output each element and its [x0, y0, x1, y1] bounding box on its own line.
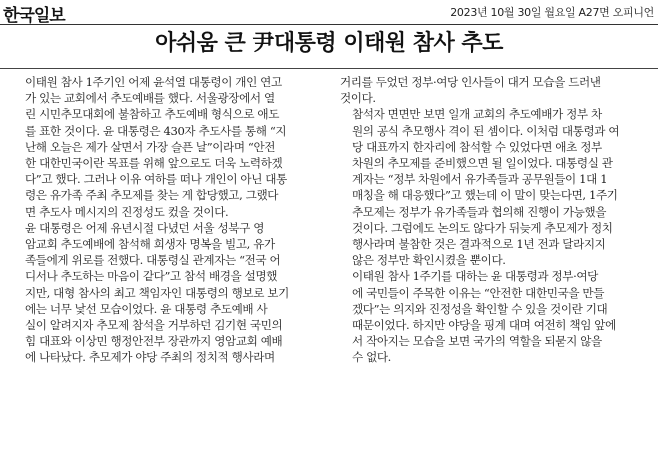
text-line: 이태원 참사 1주기를 대하는 윤 대통령과 정부·여당: [352, 269, 598, 284]
text-line: 것이다. 그럼에도 논의도 않다가 뒤늦게 추모제가 정치: [352, 220, 613, 235]
text-line: 령은 유가족 주최 추모제를 찾는 게 합당했고, 그랬다: [25, 188, 279, 203]
text-line: 거리를 두었던 정부·여당 인사들이 대거 모습을 드러낸: [340, 75, 601, 89]
masthead: [0, 0, 658, 25]
text-line: 당 대표까지 한자리에 참석할 수 있었다면 애초 정부: [352, 139, 602, 154]
text-line: 수 없다.: [352, 350, 391, 365]
text-line: 힘 대표와 이상민 행정안전부 장관까지 영암교회 예배: [25, 334, 283, 349]
text-line: 디서나 추도하는 마음이 같다”고 참석 배경을 설명했: [25, 269, 278, 284]
text-line: 행사라며 불참한 것은 결과적으로 1년 전과 달라지지: [352, 237, 606, 252]
text-line: 매칭을 해 대응했다”고 했는데 이 말이 맞는다면, 1주기: [352, 188, 618, 203]
text-line: 서 작아지는 모습을 보면 국가의 역할을 되묻지 않을: [352, 334, 602, 349]
text-line: 원의 공식 추모행사 격이 된 셈이다. 이처럼 대통령과 여: [352, 123, 620, 138]
text-line: 에 국민들이 주목한 이유는 “안전한 대한민국을 만들: [352, 285, 605, 300]
editorial-headline: 아쉬움 큰 尹대통령 이태원 참사 추도: [155, 31, 503, 56]
text-line: 추모제는 정부가 유가족들과 협의해 진행이 가능했을: [352, 204, 607, 219]
text-line: 실이 알려지자 추모제 참석을 거부하던 김기현 국민의: [25, 318, 283, 333]
text-line: 린 시민추모대회에 불참하고 추도예배 형식으로 애도: [25, 107, 280, 122]
text-line: 지만, 대형 참사의 최고 책임자인 대통령의 행보로 보기: [25, 285, 289, 300]
headline-divider: [0, 68, 658, 69]
text-line: 에 나타났다. 추모제가 야당 주최의 정치적 행사라며: [25, 350, 275, 365]
text-line: 를 표한 것이다. 윤 대통령은 430자 추도사를 통해 “지: [25, 123, 287, 138]
article-paragraph: [340, 268, 642, 365]
text-line: 가 있는 교회에서 추도예배를 했다. 서울광장에서 열: [25, 91, 275, 106]
text-line: 겠다”는 의지와 진정성을 확인할 수 있을 것이란 기대: [352, 301, 608, 316]
text-line: 않은 정부만 확인시켰을 뿐이다.: [352, 253, 506, 268]
article-paragraph: [13, 74, 315, 220]
text-line: 계자는 “정부 차원에서 유가족들과 공무원들이 1대 1: [352, 172, 608, 187]
text-line: 난해 오늘은 제가 살면서 가장 슬픈 날”이라며 “안전: [25, 139, 276, 154]
text-line: 이태원 참사 1주기인 어제 윤석열 대통령이 개인 연고: [25, 75, 282, 89]
article-paragraph: [340, 74, 642, 106]
text-line: 다”고 했다. 그러나 이유 여하를 떠나 개인이 아닌 대통: [25, 172, 287, 187]
text-line: 에는 너무 낯선 모습이었다. 윤 대통령 추도예배 사: [25, 301, 268, 316]
text-line: 면 추도사 메시지의 진정성도 컸을 것이다.: [25, 204, 229, 219]
article-column-left: [13, 74, 315, 366]
text-line: 암교회 추도예배에 참석해 희생자 명복을 빌고, 유가: [25, 237, 275, 252]
text-line: 족들에게 위로를 전했다. 대통령실 관계자는 “전국 어: [25, 253, 281, 268]
article-paragraph: [13, 220, 315, 366]
newspaper-logo: 한국일보: [3, 6, 65, 26]
text-line: 것이다.: [340, 91, 376, 106]
text-line: 때문이었다. 하지만 야당을 핑계 대며 여전히 책임 앞에: [352, 318, 616, 333]
text-line: 한 대한민국이란 목표를 위해 앞으로도 더욱 노력하겠: [25, 156, 283, 171]
text-line: 윤 대통령은 어제 유년시절 다녔던 서울 성북구 영: [25, 220, 264, 235]
text-line: 차원의 추모제를 준비했으면 될 일이었다. 대통령실 관: [352, 156, 613, 171]
dateline: 2023년 10월 30일 월요일 A27면 오피니언: [450, 6, 654, 19]
article-column-right: [340, 74, 642, 366]
article-paragraph: [340, 106, 642, 268]
text-line: 참석자 면면만 보면 일개 교회의 추도예배가 정부 차: [352, 107, 602, 122]
